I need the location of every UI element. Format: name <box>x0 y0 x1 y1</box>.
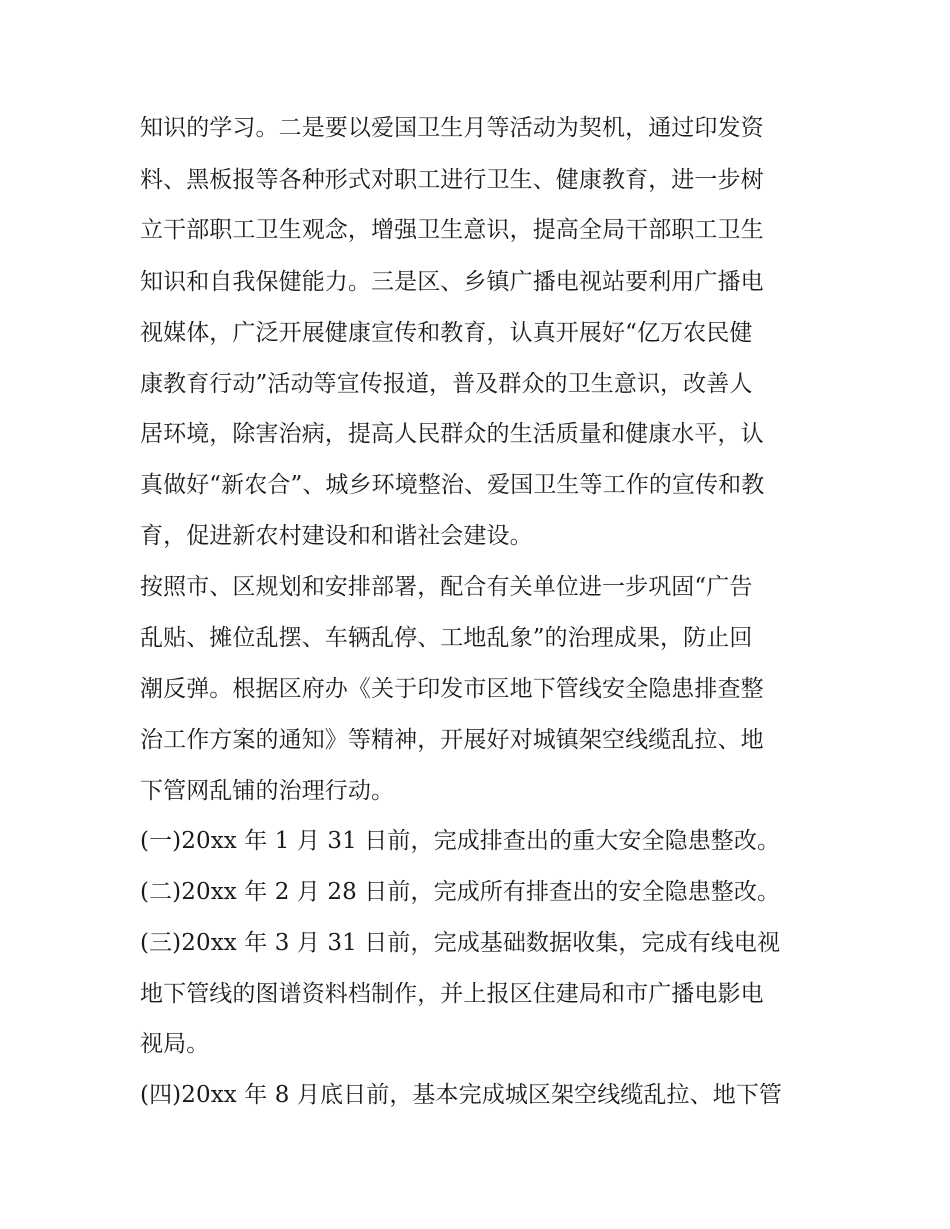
text-line: 居环境，除害治病，提高人民群众的生活质量和健康水平，认 <box>140 421 764 447</box>
text-line: 立干部职工卫生观念，增强卫生意识，提高全局干部职工卫生 <box>140 217 764 243</box>
text-line: 下管网乱铺的治理行动。 <box>140 778 395 804</box>
text-line: 按照市、区规划和安排部署，配合有关单位进一步巩固“广告 <box>140 574 753 600</box>
text-line: 视媒体，广泛开展健康宣传和教育，认真开展好“亿万农民健 <box>140 320 753 346</box>
text-line: 康教育行动”活动等宣传报道，普及群众的卫生意识，改善人 <box>140 371 753 397</box>
text-line: 潮反弹。根据区府办《关于印发市区地下管线安全隐患排查整 <box>140 676 764 702</box>
text-line: 知识和自我保健能力。三是区、乡镇广播电视站要利用广播电 <box>140 269 764 295</box>
text-line: (三)20xx 年 3 月 31 日前，完成基础数据收集，完成有线电视 <box>140 930 781 956</box>
text-line: 视局。 <box>140 1031 210 1057</box>
text-line: 地下管线的图谱资料档制作，并上报区住建局和市广播电影电 <box>140 981 764 1007</box>
text-line: (一)20xx 年 1 月 31 日前，完成排查出的重大安全隐患整改。 <box>140 828 781 854</box>
text-line: (二)20xx 年 2 月 28 日前，完成所有排查出的安全隐患整改。 <box>140 879 781 905</box>
text-line: 真做好“新农合”、城乡环境整治、爱国卫生等工作的宣传和教 <box>140 472 765 498</box>
text-line: 治工作方案的通知》等精神，开展好对城镇架空线缆乱拉、地 <box>140 727 764 753</box>
text-line: 料、黑板报等各种形式对职工进行卫生、健康教育，进一步树 <box>140 167 764 193</box>
text-line: (四)20xx 年 8 月底日前，基本完成城区架空线缆乱拉、地下管 <box>140 1082 783 1108</box>
text-line: 育，促进新农村建设和和谐社会建设。 <box>140 523 533 549</box>
text-line: 乱贴、摊位乱摆、车辆乱停、工地乱象”的治理成果，防止回 <box>140 625 753 651</box>
text-line: 知识的学习。二是要以爱国卫生月等活动为契机，通过印发资 <box>140 115 764 141</box>
